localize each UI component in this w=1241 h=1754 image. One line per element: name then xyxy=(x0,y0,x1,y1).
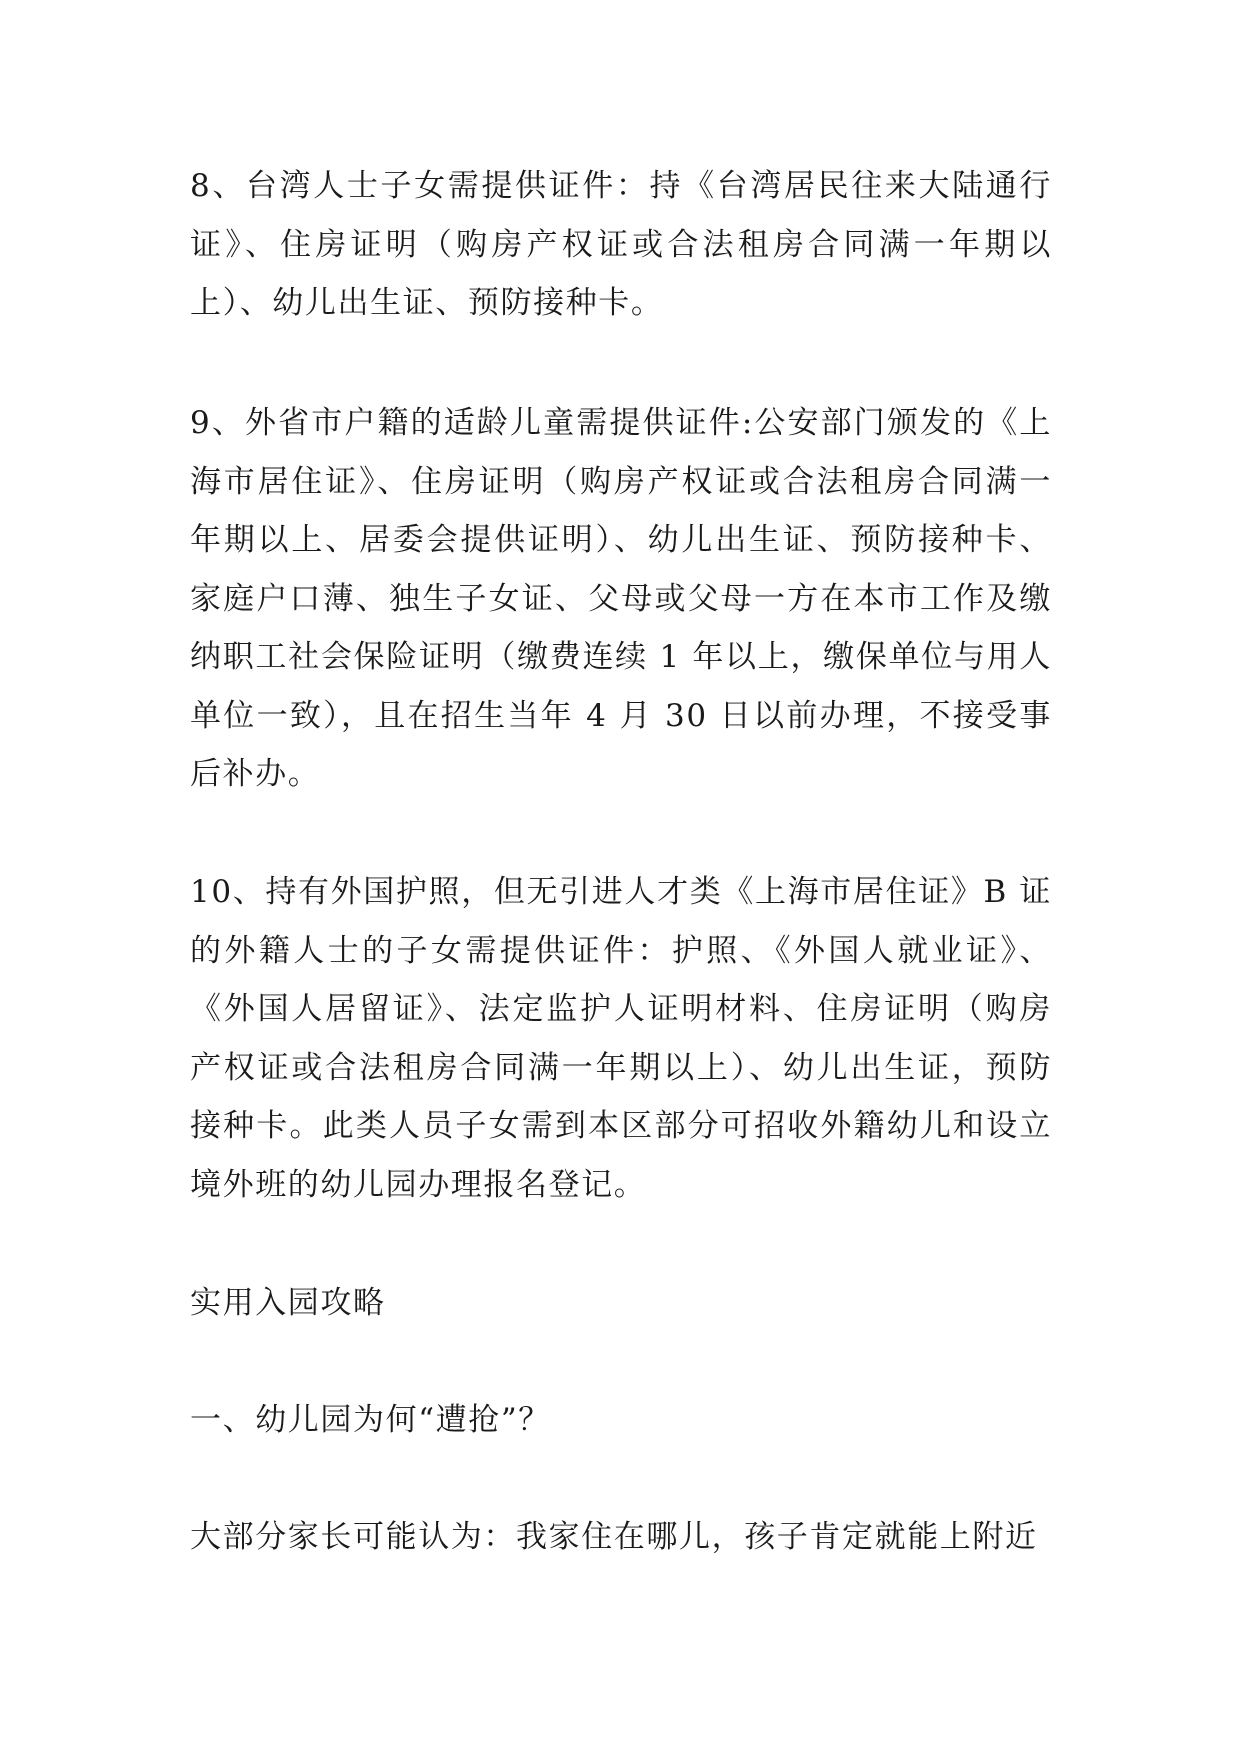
paragraph-item-9: 9、外省市户籍的适龄儿童需提供证件:公安部门颁发的《上海市居住证》、住房证明（购房产权证或合法租房合同满一年期以上、居委会提供证明）、幼儿出生证、预防接种卡、家庭户口薄、独生子女证、父母或父母一方在本市工作及缴纳职工社会保险证明（缴费连续 1 年以上，缴保单位与用人单位一致），且在招生当年 4 月 30 日以前办理，不接受事后补办。 xyxy=(190,405,1052,792)
document-page xyxy=(190,0,1052,1754)
sub-heading: 一、幼儿园为何“遭抢”？ xyxy=(190,1402,551,1438)
section-heading: 实用入园攻略 xyxy=(190,1285,386,1321)
paragraph-item-10: 10、持有外国护照，但无引进人才类《上海市居住证》B 证的外籍人士的子女需提供证件：护照、《外国人就业证》、《外国人居留证》、法定监护人证明材料、住房证明（购房产权证或合法租房合同满一年期以上）、幼儿出生证，预防接种卡。此类人员子女需到本区部分可招收外籍幼儿和设立境外班的幼儿园办理报名登记。 xyxy=(190,874,1052,1203)
paragraph-item-8: 8、台湾人士子女需提供证件：持《台湾居民往来大陆通行证》、住房证明（购房产权证或合法租房合同满一年期以上）、幼儿出生证、预防接种卡。 xyxy=(190,168,1052,321)
paragraph-body: 大部分家长可能认为：我家住在哪儿，孩子肯定就能上附近 xyxy=(190,1519,1038,1555)
